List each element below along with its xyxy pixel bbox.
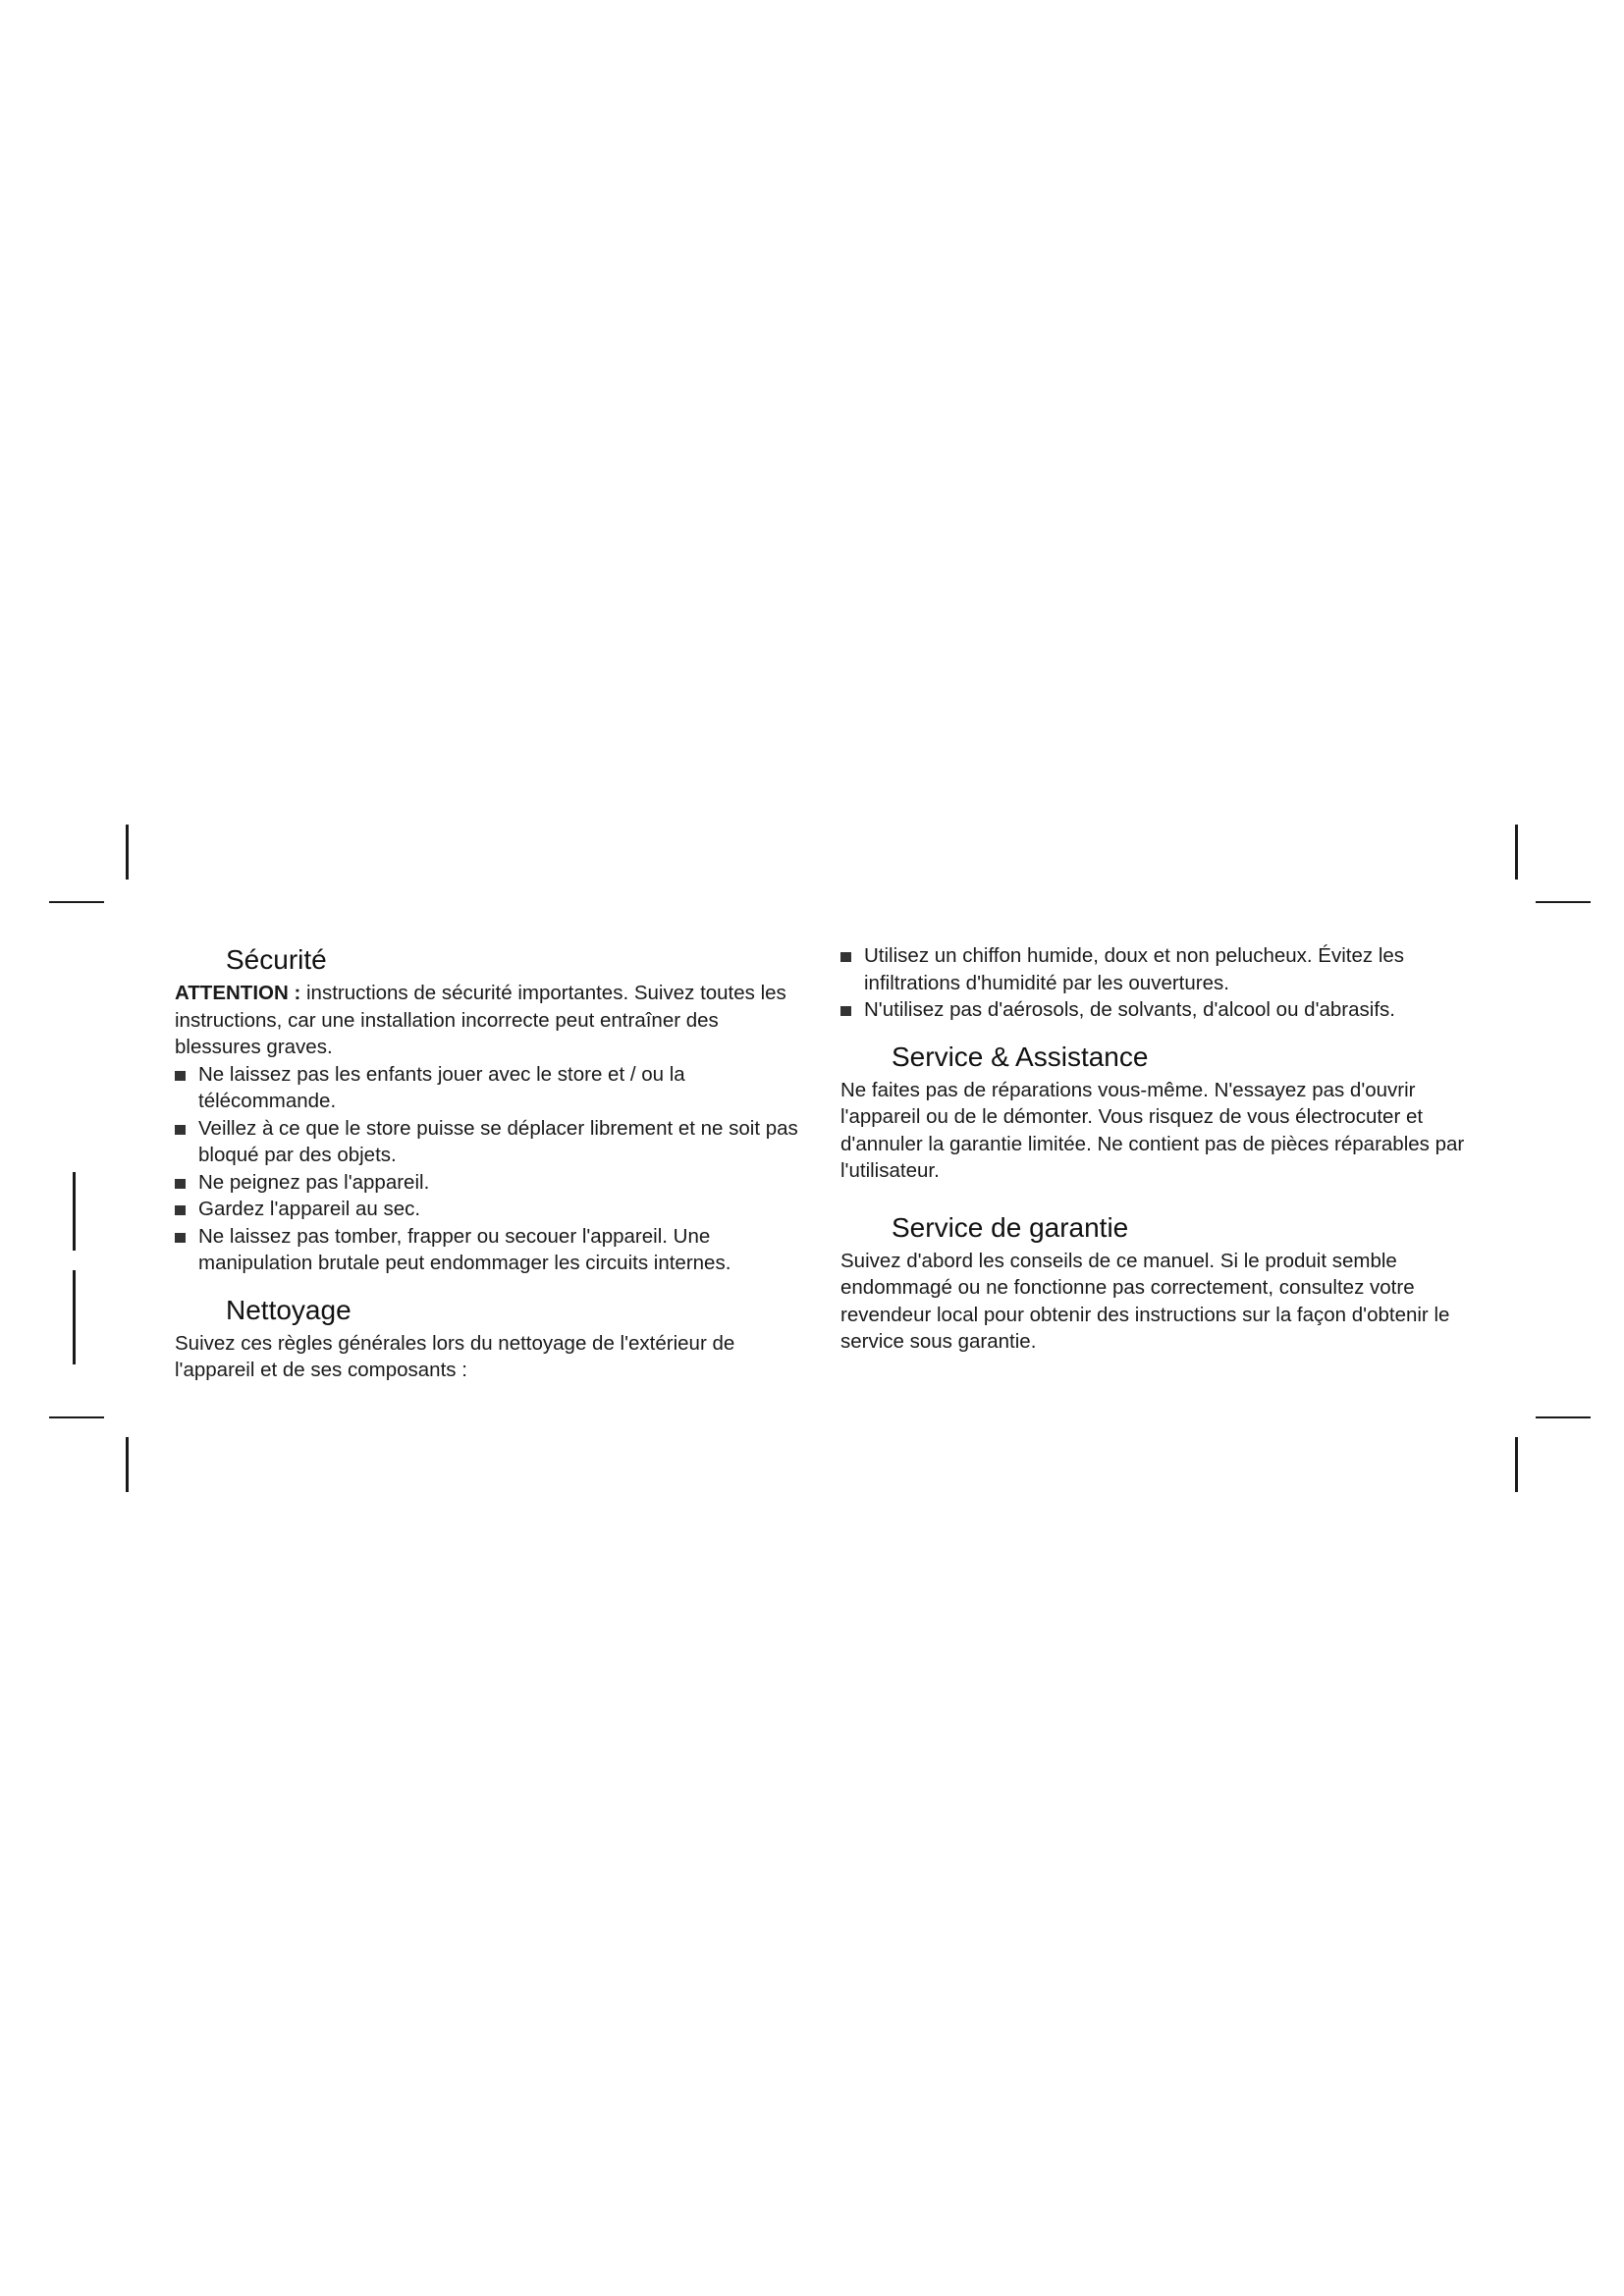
left-column bbox=[175, 942, 803, 1384]
list-item: Utilisez un chiffon humide, doux et non pelucheux. Évitez les infiltrations d'humidité par les ouvertures. bbox=[840, 942, 1474, 996]
fold-mark-left-upper bbox=[73, 1172, 76, 1251]
section-securite bbox=[175, 942, 803, 1277]
heading-service-garantie: Service de garantie bbox=[892, 1211, 1129, 1243]
section-service-assistance bbox=[840, 1040, 1474, 1185]
crop-mark-bottom-right-horizontal bbox=[1536, 1416, 1591, 1418]
list-item: Ne laissez pas tomber, frapper ou secouer l'appareil. Une manipulation brutale peut endommager les circuits internes. bbox=[175, 1223, 803, 1277]
crop-mark-top-right-vertical bbox=[1515, 825, 1518, 880]
attention-paragraph bbox=[175, 980, 803, 1061]
list-item: Ne peignez pas l'appareil. bbox=[175, 1169, 803, 1197]
garantie-paragraph: Suivez d'abord les conseils de ce manuel. Si le produit semble endommagé ou ne fonctionne pas correctement, consultez votre revendeur local pour obtenir des instructions sur la façon d'obtenir le service sous garantie. bbox=[840, 1249, 1450, 1353]
attention-text: instructions de sécurité importantes. Suivez toutes les instructions, car une installation incorrecte peut entraîner des blessures graves. bbox=[175, 982, 786, 1058]
square-bullet-icon bbox=[175, 1205, 186, 1215]
attention-label: ATTENTION : bbox=[175, 982, 301, 1004]
crop-mark-top-left-horizontal bbox=[49, 901, 104, 903]
square-bullet-icon bbox=[175, 1233, 186, 1243]
heading-service-assistance: Service & Assistance bbox=[892, 1041, 1149, 1072]
heading-nettoyage: Nettoyage bbox=[226, 1294, 352, 1325]
square-bullet-icon bbox=[840, 952, 851, 962]
crop-mark-bottom-right-vertical bbox=[1515, 1437, 1518, 1492]
crop-mark-bottom-left-horizontal bbox=[49, 1416, 104, 1418]
square-bullet-icon bbox=[175, 1071, 186, 1081]
crop-mark-top-left-vertical bbox=[126, 825, 129, 880]
list-item: Ne laissez pas les enfants jouer avec le store et / ou la télécommande. bbox=[175, 1061, 803, 1115]
square-bullet-icon bbox=[840, 1006, 851, 1016]
crop-mark-bottom-left-vertical bbox=[126, 1437, 129, 1492]
section-nettoyage bbox=[175, 1293, 803, 1384]
square-bullet-icon bbox=[175, 1125, 186, 1135]
list-item: Gardez l'appareil au sec. bbox=[175, 1196, 803, 1223]
securite-bullet-list bbox=[175, 1061, 803, 1277]
heading-securite: Sécurité bbox=[226, 944, 327, 975]
service-paragraph: Ne faites pas de réparations vous-même. N'essayez pas d'ouvrir l'appareil ou de le démonter. Vous risquez de vous électrocuter et d'annuler la garantie limitée. Ne contient pas de pièces réparables par l'utilisateur. bbox=[840, 1078, 1465, 1182]
crop-mark-top-right-horizontal bbox=[1536, 901, 1591, 903]
square-bullet-icon bbox=[175, 1179, 186, 1189]
nettoyage-paragraph: Suivez ces règles générales lors du nettoyage de l'extérieur de l'appareil et de ses composants : bbox=[175, 1331, 735, 1381]
fold-mark-left-lower bbox=[73, 1270, 76, 1364]
right-column bbox=[840, 942, 1474, 1356]
section-service-garantie bbox=[840, 1210, 1474, 1356]
list-item: N'utilisez pas d'aérosols, de solvants, d'alcool ou d'abrasifs. bbox=[840, 996, 1474, 1024]
list-item: Veillez à ce que le store puisse se déplacer librement et ne soit pas bloqué par des objets. bbox=[175, 1115, 803, 1169]
nettoyage-bullet-list bbox=[840, 942, 1474, 1024]
